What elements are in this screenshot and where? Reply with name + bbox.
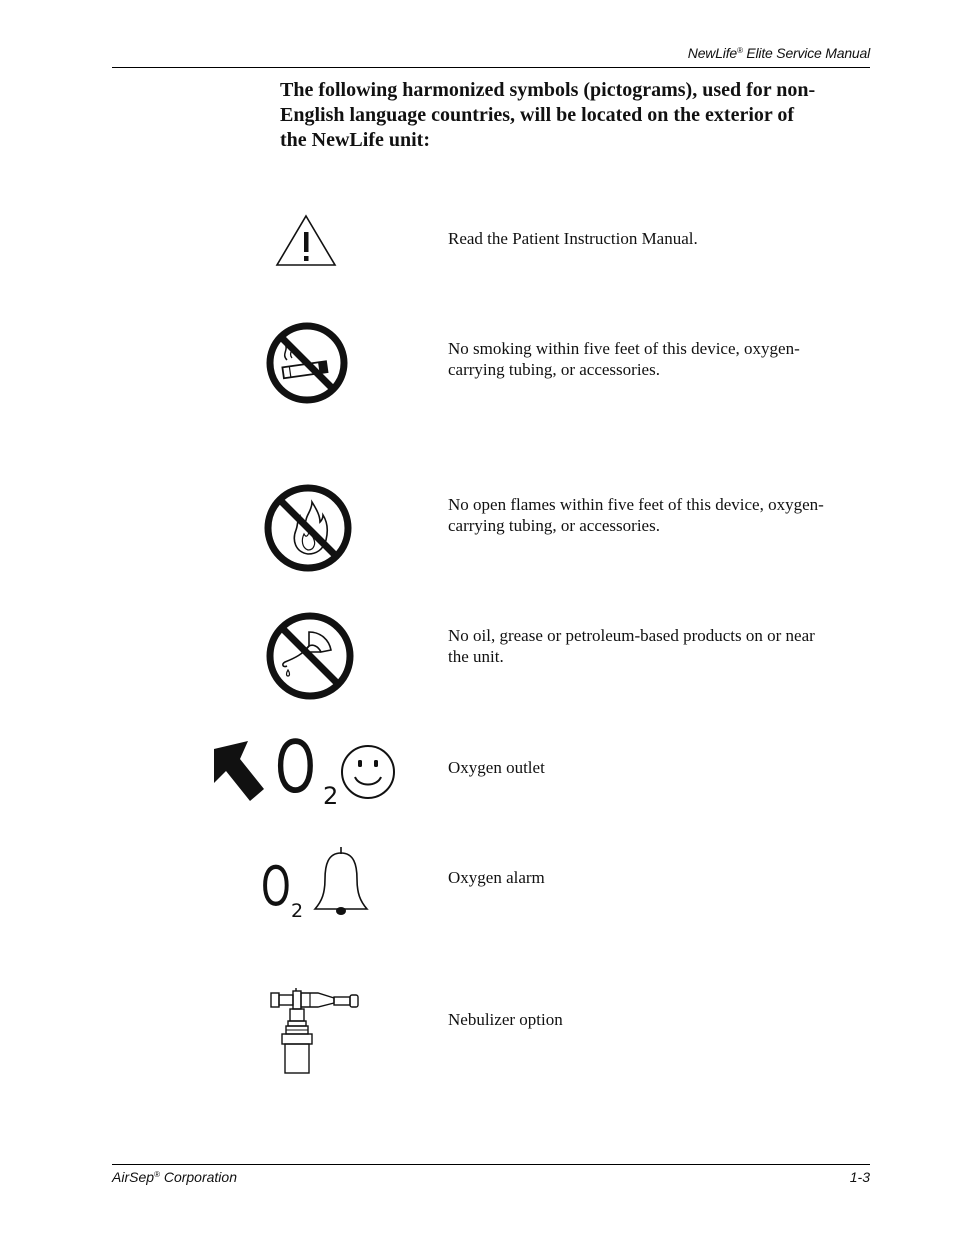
- symbol-description: Nebulizer option: [448, 1010, 563, 1029]
- no-smoking-icon: [263, 320, 351, 408]
- symbol-description: No oil, grease or petroleum-based products on or near the unit.: [448, 626, 815, 666]
- intro-line: the NewLife unit:: [280, 129, 430, 151]
- nebulizer-icon: [268, 985, 364, 1077]
- symbol-description: No smoking within five feet of this device, oxygen- carrying tubing, or accessories.: [448, 339, 800, 379]
- intro-paragraph: [280, 78, 880, 153]
- symbol-description: Oxygen outlet: [448, 758, 545, 777]
- page-header: [112, 44, 870, 68]
- page-footer: [112, 1164, 870, 1188]
- arrow-icon: [206, 739, 270, 809]
- page-number: 1-3: [849, 1169, 870, 1185]
- manual-title: NewLife® Elite Service Manual: [687, 45, 870, 61]
- bell-icon: [312, 845, 370, 921]
- symbol-description: No open flames within five feet of this device, oxygen- carrying tubing, or accessories.: [448, 495, 824, 535]
- oxygen-symbol: O 2: [261, 855, 304, 922]
- no-oil-icon: [263, 610, 357, 704]
- smiley-face-icon: [339, 743, 397, 801]
- symbol-description: Read the Patient Instruction Manual.: [448, 229, 698, 248]
- intro-line: English language countries, will be located on the exterior of: [280, 104, 795, 126]
- company-name: AirSep® Corporation: [112, 1169, 237, 1185]
- symbol-description: Oxygen alarm: [448, 868, 545, 887]
- no-open-flames-icon: [262, 480, 356, 574]
- oxygen-symbol: O 2: [275, 725, 339, 810]
- intro-line: The following harmonized symbols (pictograms), used for non-: [280, 79, 816, 101]
- warning-triangle-icon: [274, 213, 338, 269]
